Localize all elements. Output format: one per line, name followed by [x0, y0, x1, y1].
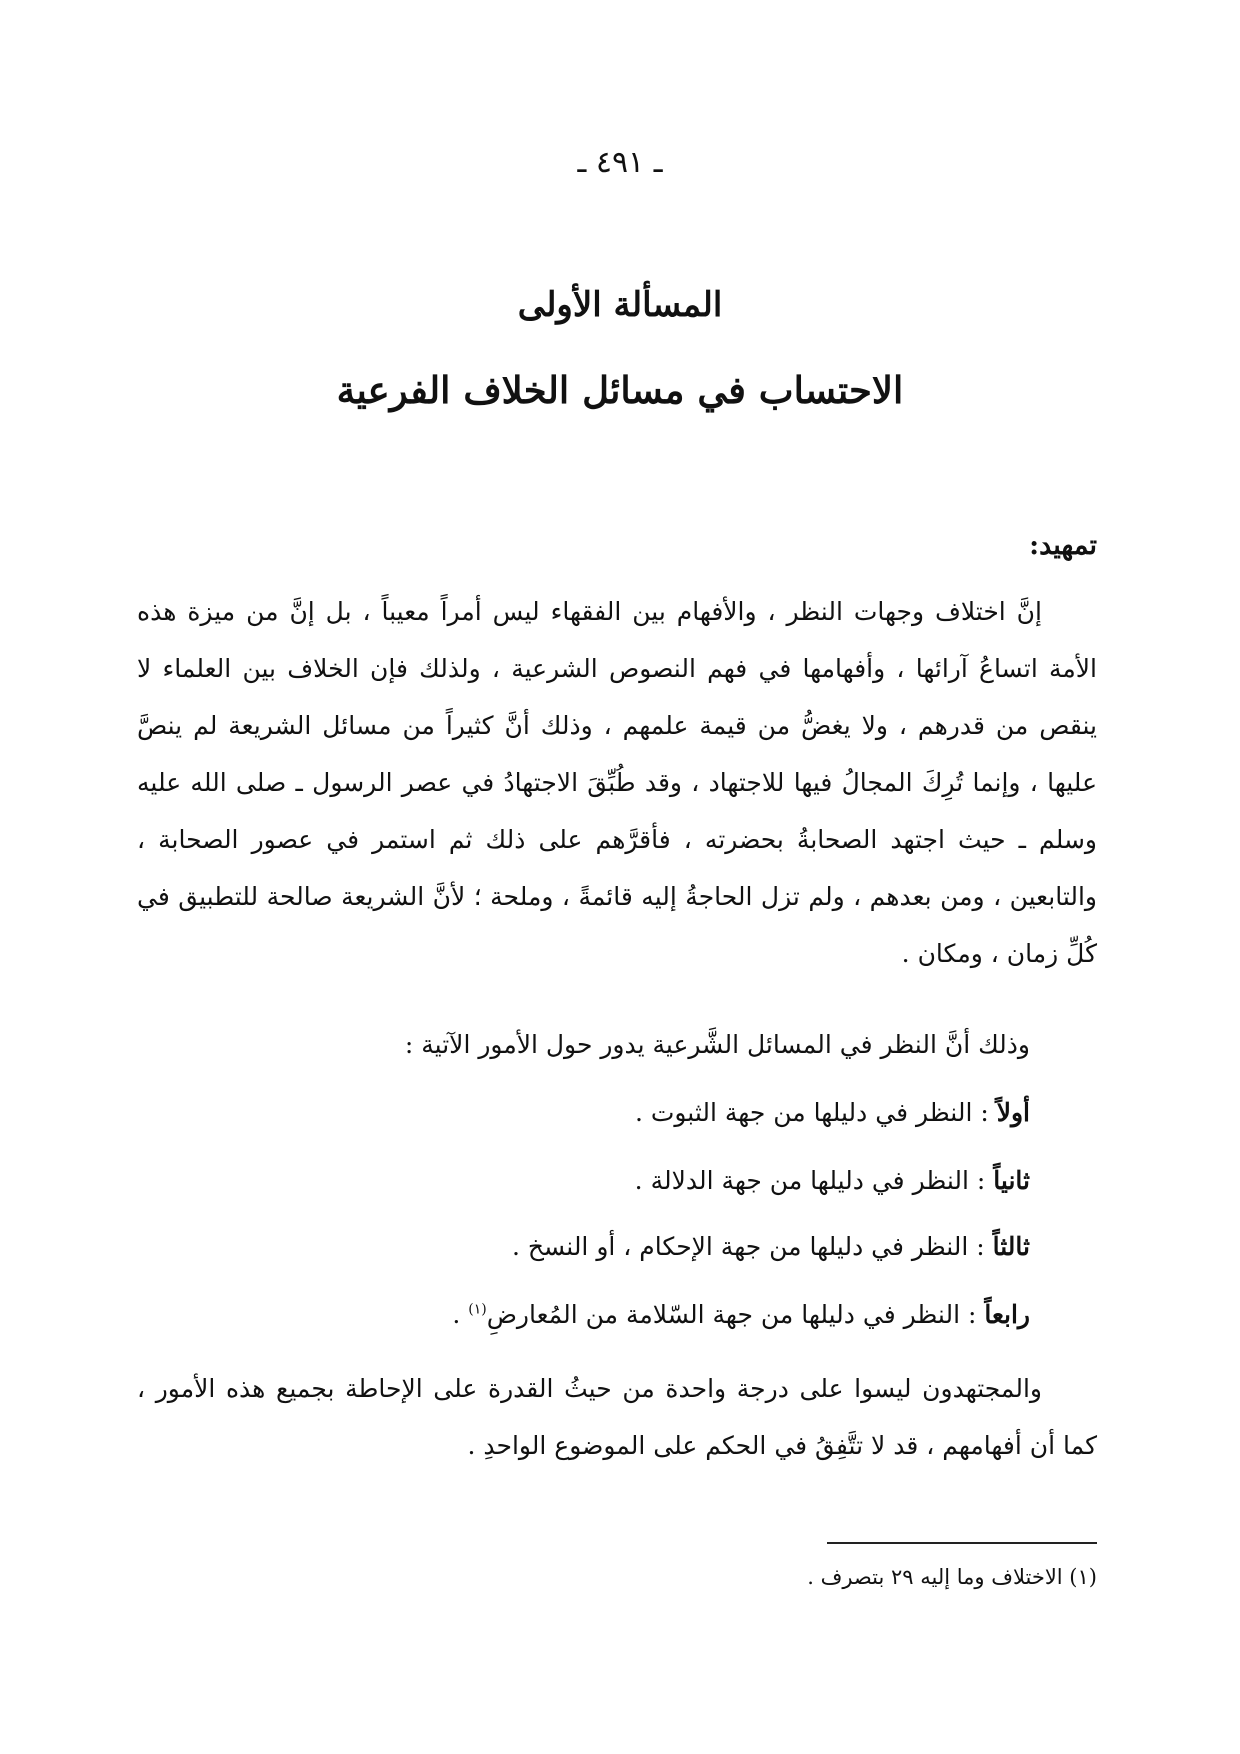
- list-item: [635, 1166, 1030, 1195]
- intro-heading: تمهيد:: [1029, 530, 1097, 561]
- list-item-end: .: [452, 1300, 469, 1329]
- list-item-text: : النظر في دليلها من جهة الدلالة .: [634, 1166, 994, 1195]
- issue-title: المسألة الأولى: [517, 285, 723, 325]
- footnote-reference: (١): [468, 1301, 487, 1318]
- list-item: [452, 1300, 1030, 1329]
- footnote-divider: [827, 1542, 1097, 1544]
- subject-title: الاحتساب في مسائل الخلاف الفرعية: [336, 368, 904, 412]
- list-item-label: رابعاً: [984, 1300, 1030, 1329]
- list-item: [635, 1098, 1030, 1127]
- list-item-text: : النظر في دليلها من جهة الإحكام ، أو النسخ .: [511, 1232, 993, 1261]
- closing-paragraph-text: والمجتهدون ليسوا على درجة واحدة من حيثُ القدرة على الإحاطة بجميع هذه الأمور ، كما أن أفهامهم ، قد لا تتَّفِقُ في الحكم على الموضوع الواحدِ .: [137, 1374, 1097, 1460]
- footnote: (١) الاختلاف وما إليه ٢٩ بتصرف .: [807, 1565, 1097, 1589]
- list-item-label: ثانياً: [993, 1166, 1030, 1195]
- list-item-label: ثالثاً: [992, 1232, 1030, 1261]
- list-item-text: : النظر في دليلها من جهة الثبوت .: [634, 1098, 997, 1127]
- list-item-label: أولاً: [996, 1098, 1030, 1127]
- list-item-text: : النظر في دليلها من جهة السّلامة من المُعارضِ: [486, 1300, 985, 1329]
- intro-paragraph: [137, 583, 1097, 982]
- intro-paragraph-text: إنَّ اختلاف وجهات النظر ، والأفهام بين الفقهاء ليس أمراً معيباً ، بل إنَّ من ميزة هذه الأمة اتساعُ آرائها ، وأفهامها في فهم النصوص الشرعية ، ولذلك فإن الخلاف بين العلماء لا ينقص من قدرهم ، ولا يغضُّ من قيمة علمهم ، وذلك أنَّ كثيراً من مسائل الشريعة لم ينصَّ عليها ، وإنما تُرِكَ المجالُ فيها للاجتهاد ، وقد طُبِّقَ الاجتهادُ في عصر الرسول ـ صلى الله عليه وسلم ـ حيث اجتهد الصحابةُ بحضرته ، فأقرَّهم على ذلك ثم استمر في عصور الصحابة ، والتابعين ، ومن بعدهم ، ولم تزل الحاجةُ إليه قائمةً ، وملحة ؛ لأنَّ الشريعة صالحة للتطبيق في كُلِّ زمان ، ومكان .: [137, 597, 1097, 968]
- page-number: ـ ٤٩١ ـ: [577, 145, 663, 180]
- list-item: [512, 1232, 1030, 1261]
- closing-paragraph: [137, 1360, 1097, 1474]
- list-lead: وذلك أنَّ النظر في المسائل الشَّرعية يدور حول الأمور الآتية :: [404, 1030, 1030, 1059]
